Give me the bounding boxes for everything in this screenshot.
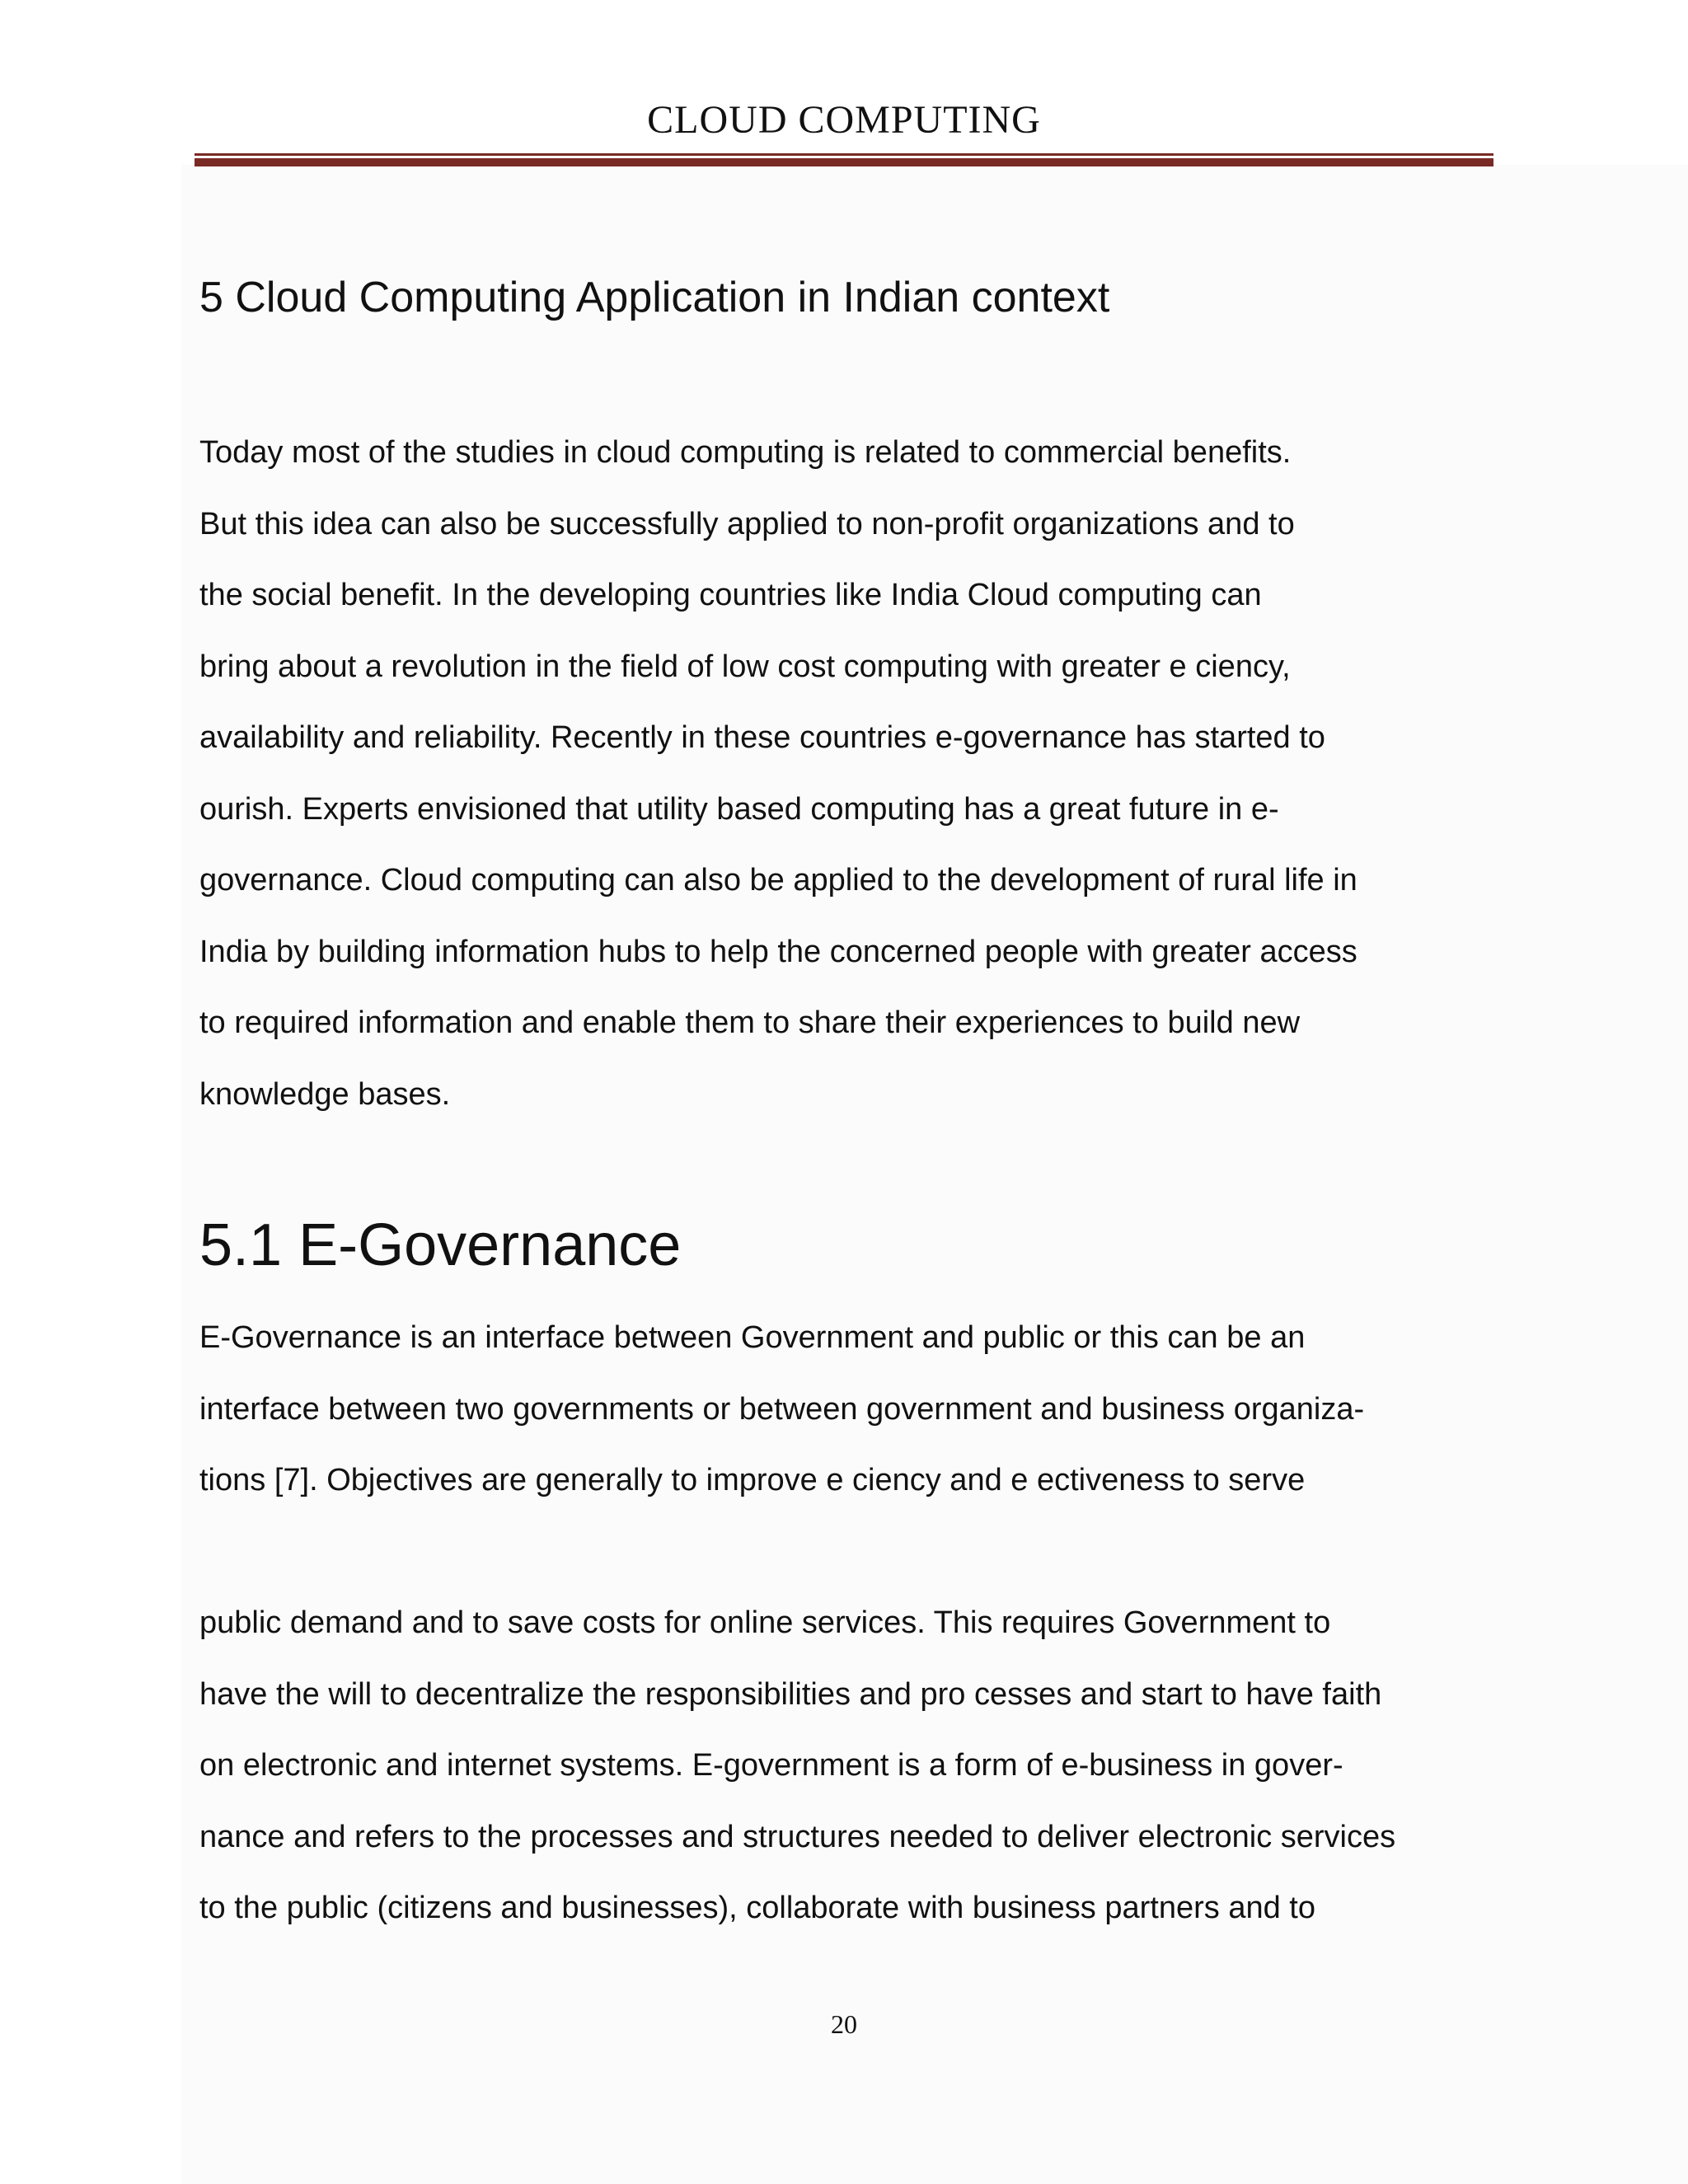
header-rule-thick [195, 158, 1493, 166]
paragraph-line: on electronic and internet systems. E-government is a form of e-business in gover- [199, 1748, 1343, 1783]
running-header: CLOUD COMPUTING [647, 98, 1041, 142]
paragraph-line: to the public (citizens and businesses), collaborate with business partners and to [199, 1891, 1315, 1925]
subsection-paragraph-b [199, 1587, 1535, 1944]
paragraph-line: availability and reliability. Recently in these countries e-governance has started to [199, 720, 1325, 755]
paragraph-line: public demand and to save costs for online services. This requires Government to [199, 1605, 1331, 1640]
paragraph-line: interface between two governments or between government and business organiza- [199, 1391, 1365, 1427]
paragraph-line: to required information and enable them to share their experiences to build new [199, 1005, 1301, 1040]
paragraph-line: governance. Cloud computing can also be applied to the development of rural life in [199, 863, 1357, 898]
subsection-paragraph-a [199, 1302, 1535, 1516]
paragraph-line: the social benefit. In the developing countries like India Cloud computing can [199, 578, 1262, 612]
paragraph-line: tions [7]. Objectives are generally to improve e ciency and e ectiveness to serve [199, 1463, 1306, 1497]
paragraph-line: knowledge bases. [199, 1076, 451, 1112]
page-number: 20 [831, 2009, 857, 2039]
paragraph-line: ourish. Experts envisioned that utility based computing has a great future in e- [199, 791, 1279, 827]
header-rule-thin [195, 153, 1493, 156]
section-heading: 5 Cloud Computing Application in Indian context [199, 274, 1110, 321]
paragraph-line: bring about a revolution in the field of low cost computing with greater e ciency, [199, 649, 1291, 684]
paragraph-line: But this idea can also be successfully applied to non-profit organizations and to [199, 506, 1295, 541]
paragraph-line: have the will to decentralize the responsibilities and pro cesses and start to have faith [199, 1676, 1382, 1712]
paragraph-line: E-Governance is an interface between Government and public or this can be an [199, 1320, 1306, 1355]
section-paragraph [199, 417, 1535, 1130]
paragraph-line: India by building information hubs to help the concerned people with greater access [199, 934, 1357, 969]
subsection-heading: 5.1 E-Governance [199, 1212, 682, 1278]
paragraph-line: nance and refers to the processes and structures needed to deliver electronic services [199, 1819, 1396, 1854]
paragraph-line: Today most of the studies in cloud computing is related to commercial benefits. [199, 435, 1292, 470]
